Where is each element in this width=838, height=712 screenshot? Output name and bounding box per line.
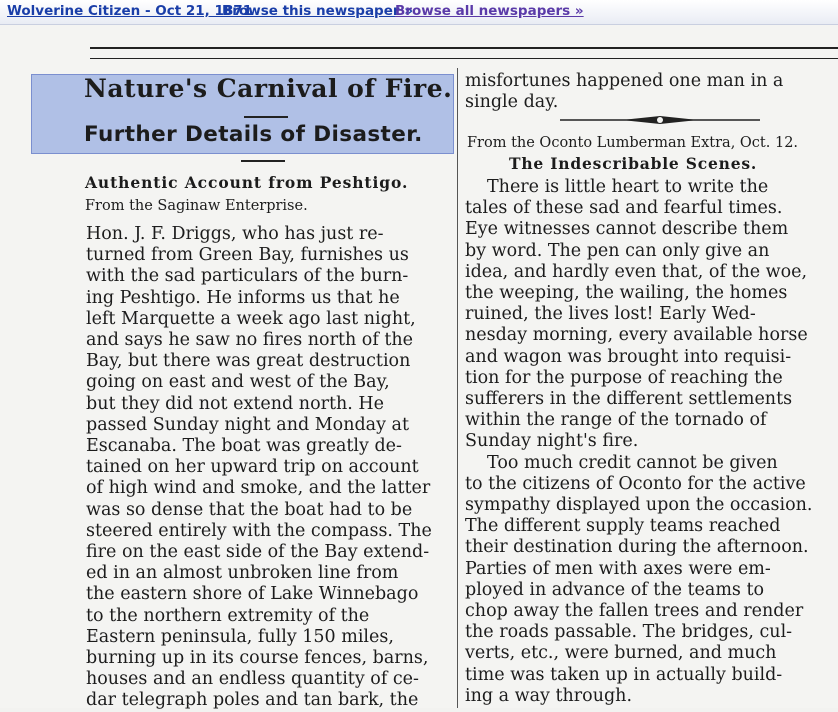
- text-line: The different supply teams reached: [465, 516, 781, 537]
- text-line: passed Sunday night and Monday at: [86, 414, 410, 435]
- text-line: steered entirely with the compass. The: [86, 520, 432, 541]
- text-line: ing Peshtigo. He informs us that he: [86, 287, 400, 308]
- text-line: Too much credit cannot be given: [487, 452, 778, 473]
- right-article-subhead: The Indescribable Scenes.: [509, 154, 758, 173]
- text-line: by word. The pen can only give an: [465, 240, 770, 261]
- text-line: going on east and west of the Bay,: [86, 372, 390, 393]
- text-line: burning up in its course fences, barns,: [86, 648, 429, 669]
- text-line: chop away the fallen trees and render: [465, 601, 804, 622]
- text-line: dar telegraph poles and tan bark, the: [86, 690, 419, 711]
- text-line: idea, and hardly even that, of the woe,: [465, 261, 808, 282]
- text-line: sufferers in the different settlements: [465, 389, 793, 410]
- text-line: ing a way through.: [465, 685, 633, 706]
- text-line: sympathy displayed upon the occasion.: [465, 495, 813, 516]
- right-column-continuation: [465, 71, 783, 113]
- right-article-source: From the Oconto Lumberman Extra, Oct. 12.: [467, 135, 799, 151]
- text-line: tained on her upward trip on account: [86, 457, 419, 478]
- headline-separator: [244, 116, 288, 118]
- text-line: Eye witnesses cannot describe them: [465, 219, 789, 240]
- subheadline-separator: [241, 160, 285, 162]
- text-line: of high wind and smoke, and the latter: [86, 478, 431, 499]
- viewer-toolbar: [0, 0, 838, 25]
- text-line: Escanaba. The boat was greatly de-: [86, 436, 402, 457]
- text-line: was so dense that the boat had to be: [86, 499, 413, 520]
- browse-all-newspapers-link[interactable]: Browse all newspapers »: [395, 3, 584, 19]
- top-double-rule: [90, 47, 838, 49]
- text-line: the eastern shore of Lake Winnebago: [86, 584, 419, 605]
- text-line: within the range of the tornado of: [465, 410, 767, 431]
- column-divider: [457, 68, 458, 708]
- text-line: There is little heart to write the: [487, 177, 769, 197]
- text-line: fire on the east side of the Bay extend-: [86, 542, 430, 563]
- left-article-body: [86, 224, 432, 712]
- text-line: with the sad particulars of the burn-: [86, 266, 409, 287]
- text-line: and wagon was brought into requisi-: [465, 346, 792, 367]
- text-line: their destination during the afternoon.: [465, 537, 809, 558]
- text-line: Hon. J. F. Driggs, who has just re-: [86, 224, 384, 244]
- text-line: verts, etc., were burned, and much: [465, 643, 777, 664]
- text-line: Parties of men with axes were em-: [465, 558, 771, 579]
- text-line: houses and an endless quantity of ce-: [86, 669, 419, 690]
- text-line: turned from Green Bay, furnishes us: [86, 245, 409, 266]
- headline: Nature's Carnival of Fire.: [84, 74, 453, 103]
- text-line: tales of these sad and fearful times.: [465, 198, 783, 219]
- text-line: the roads passable. The bridges, cul-: [465, 622, 793, 643]
- text-line: time was taken up in actually build-: [465, 664, 783, 685]
- text-line: Sunday night's fire.: [465, 431, 639, 452]
- ornamental-divider: [560, 115, 760, 125]
- text-line: tion for the purpose of reaching the: [465, 367, 783, 388]
- text-line: and says he saw no fires north of the: [86, 330, 414, 351]
- browse-this-newspaper-link[interactable]: Browse this newspaper »: [222, 3, 413, 19]
- text-line: left Marquette a week ago last night,: [86, 308, 416, 329]
- subheadline: Further Details of Disaster.: [84, 122, 423, 147]
- text-line: to the northern extremity of the: [86, 605, 370, 626]
- text-line: Bay, but there was great destruction: [86, 351, 411, 372]
- text-line: ed in an almost unbroken line from: [86, 563, 399, 584]
- text-line: nesday morning, every available horse: [465, 325, 808, 346]
- text-line: to the citizens of Oconto for the active: [465, 473, 806, 494]
- text-line: single day.: [465, 92, 559, 113]
- top-double-rule-lower: [90, 58, 838, 59]
- text-line: but they did not extend north. He: [86, 393, 385, 414]
- text-line: the weeping, the wailing, the homes: [465, 283, 788, 304]
- text-line: misfortunes happened one man in a: [465, 71, 784, 91]
- right-article-body: [465, 177, 812, 707]
- newspaper-issue-link[interactable]: Wolverine Citizen - Oct 21, 1871: [7, 3, 253, 19]
- article-kicker: Authentic Account from Peshtigo.: [85, 173, 409, 192]
- article-source: From the Saginaw Enterprise.: [85, 198, 308, 214]
- text-line: Eastern peninsula, fully 150 miles,: [86, 626, 394, 647]
- text-line: ployed in advance of the teams to: [465, 579, 765, 600]
- text-line: ruined, the lives lost! Early Wed-: [465, 304, 756, 325]
